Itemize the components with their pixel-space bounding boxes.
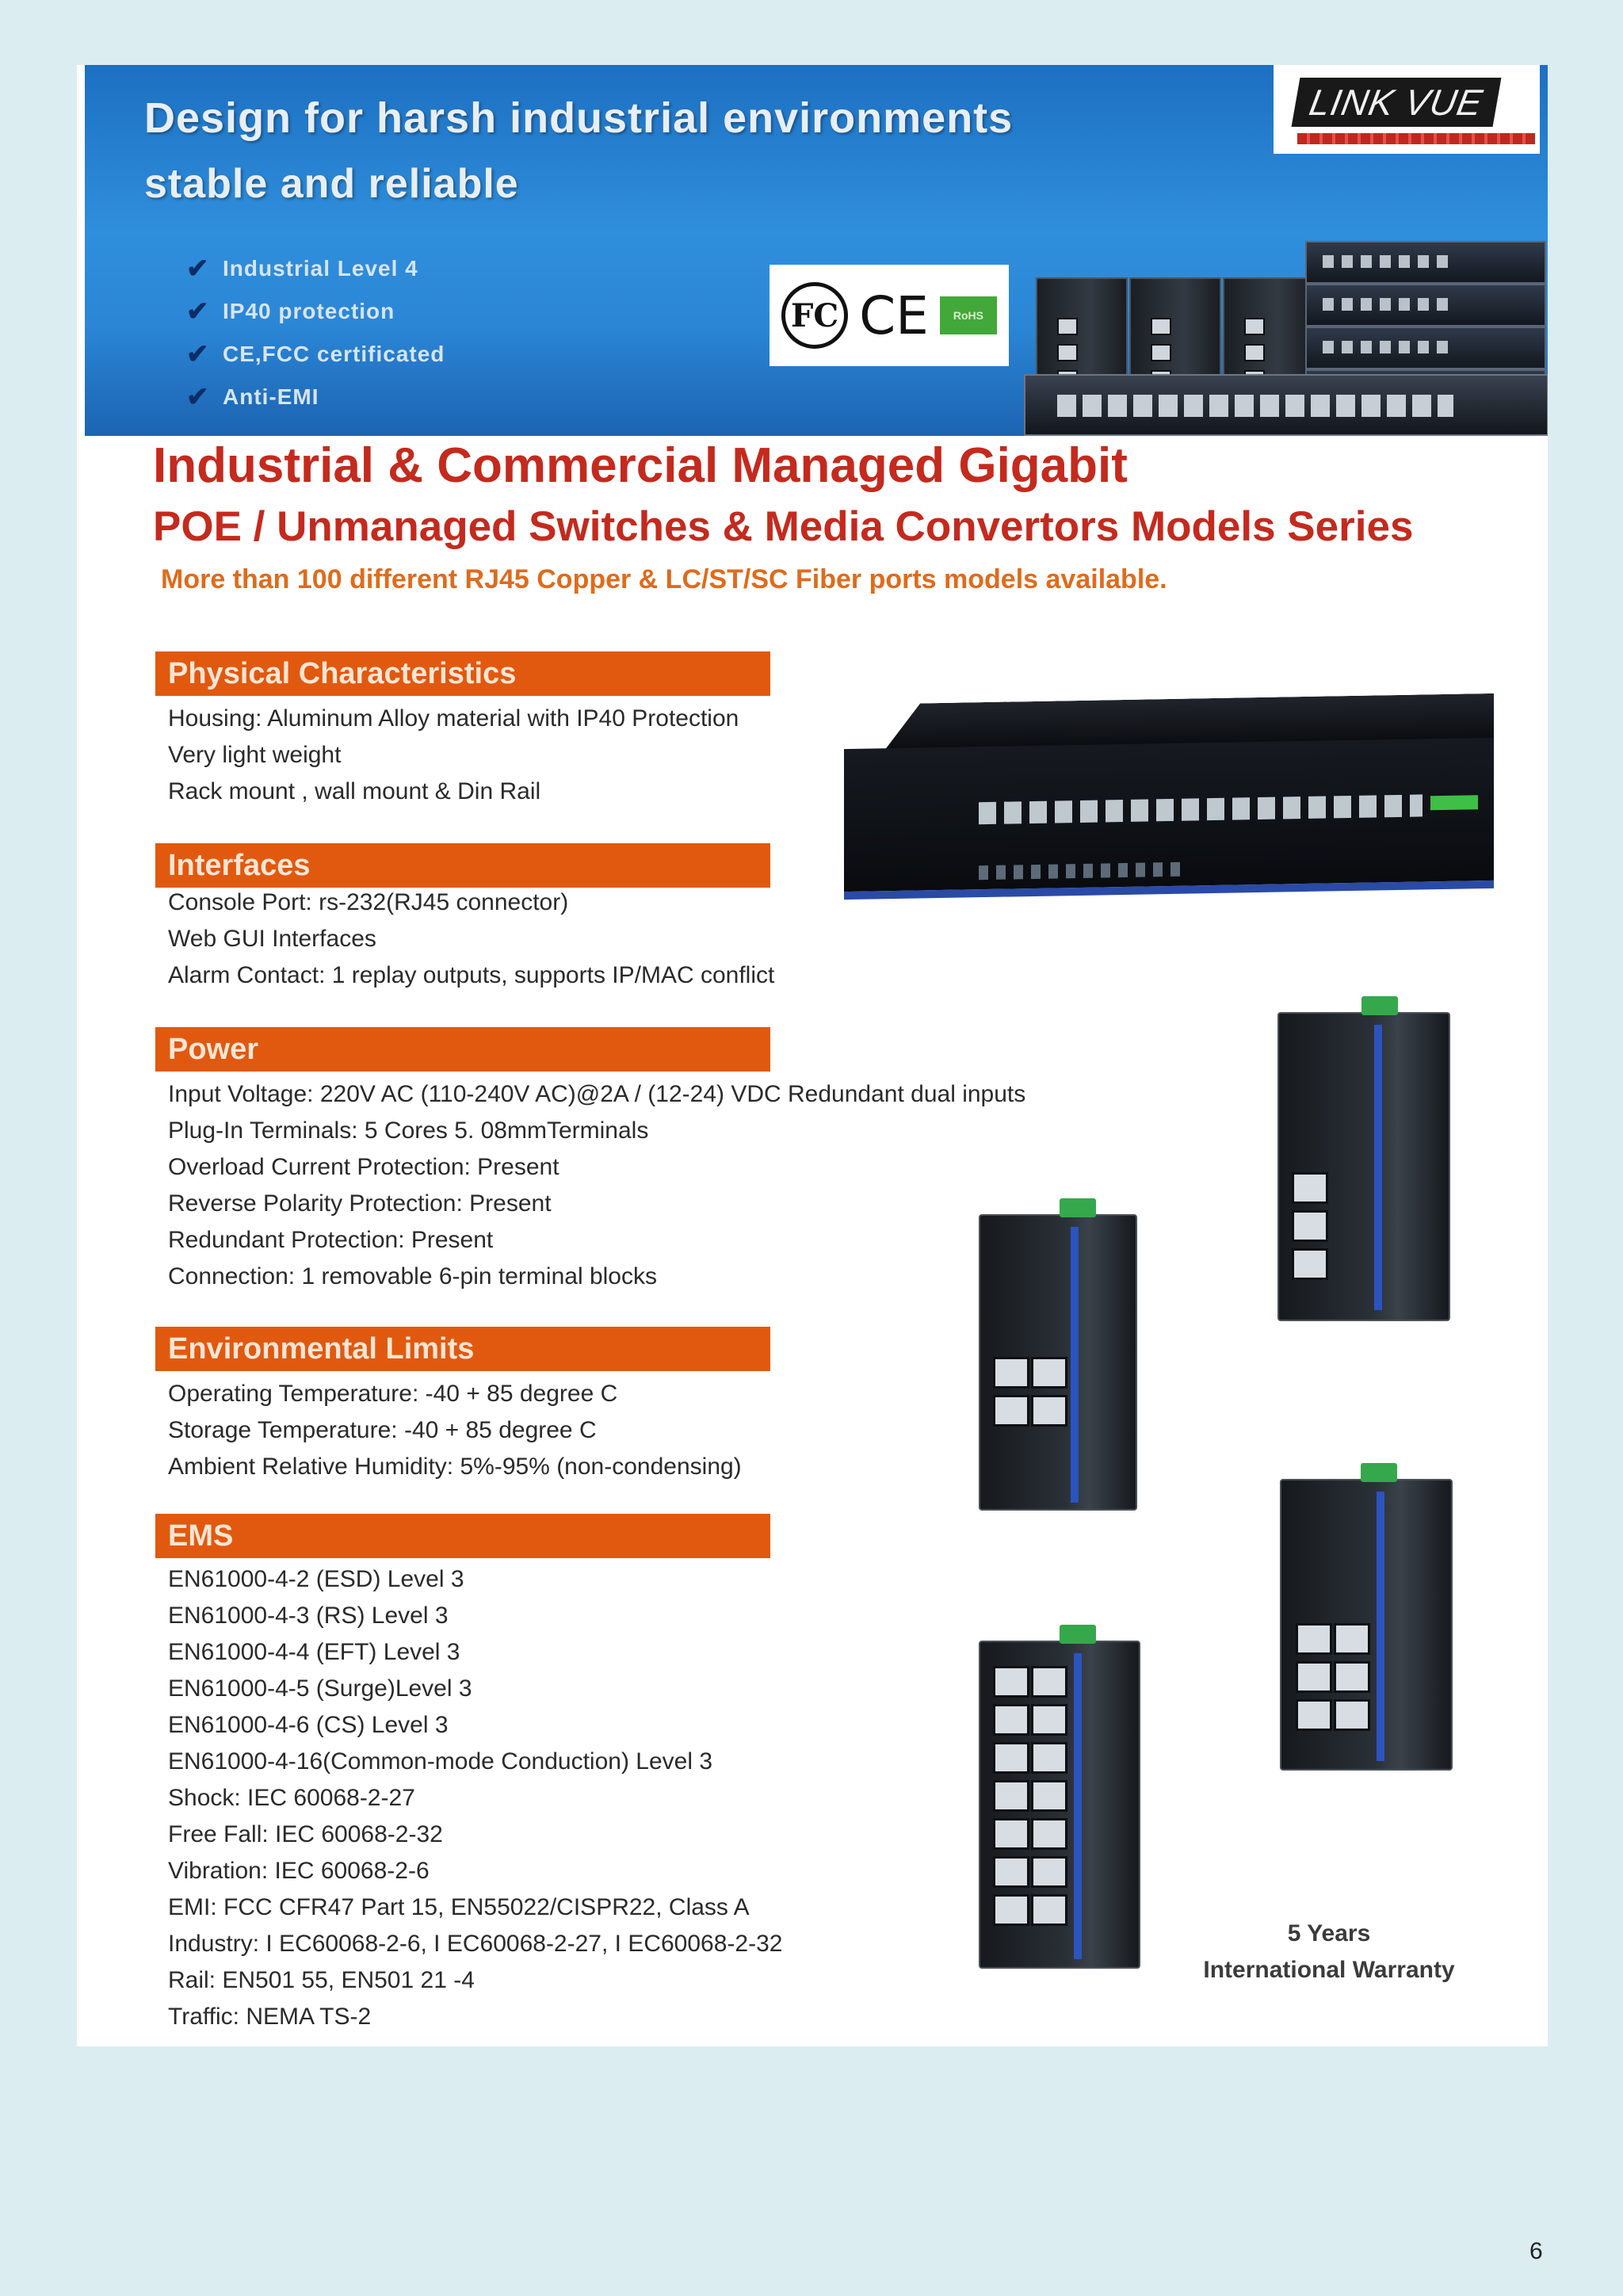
spec-item: Input Voltage: 220V AC (110-240V AC)@2A / (12-24) VDC Redundant dual inputs — [168, 1081, 1026, 1107]
spec-item: EN61000-4-16(Common-mode Conduction) Level 3 — [168, 1748, 713, 1775]
feature-item — [186, 247, 445, 290]
spec-item: Housing: Aluminum Alloy material with IP40 Protection — [168, 705, 739, 732]
spec-item: EN61000-4-4 (EFT) Level 3 — [168, 1639, 460, 1665]
brochure-page — [77, 65, 1548, 2046]
banner-subtitle: stable and reliable — [144, 161, 519, 207]
headline-line-2: POE / Unmanaged Switches & Media Convertors Models Series — [153, 503, 1414, 550]
warranty-label: International Warranty — [1203, 1957, 1455, 1983]
feature-item — [186, 333, 445, 376]
din-rail-switch-image — [1280, 1479, 1453, 1771]
spec-item: EMI: FCC CFR47 Part 15, EN55022/CISPR22, Class A — [168, 1894, 750, 1920]
check-icon: ✔ — [186, 296, 210, 327]
banner-title: Design for harsh industrial environments — [144, 94, 1014, 142]
check-icon: ✔ — [186, 339, 210, 369]
din-rail-switch-image — [979, 1214, 1137, 1511]
feature-label: Industrial Level 4 — [223, 256, 418, 281]
spec-item: Operating Temperature: -40 + 85 degree C — [168, 1381, 618, 1407]
brand-logo — [1274, 65, 1540, 154]
spec-item: Connection: 1 removable 6-pin terminal blocks — [168, 1263, 657, 1289]
spec-item: Shock: IEC 60068-2-27 — [168, 1785, 415, 1811]
check-icon: ✔ — [186, 382, 210, 412]
media-converter-image — [1305, 284, 1546, 327]
section-heading-power: Power — [155, 1027, 770, 1072]
spec-item: Rack mount , wall mount & Din Rail — [168, 778, 541, 804]
feature-label: IP40 protection — [223, 299, 395, 323]
headline-tagline: More than 100 different RJ45 Copper & LC/ST/SC Fiber ports models available. — [161, 564, 1167, 594]
feature-item — [186, 290, 445, 333]
spec-item: Plug-In Terminals: 5 Cores 5. 08mmTerminals — [168, 1117, 649, 1144]
spec-item: Ambient Relative Humidity: 5%-95% (non-condensing) — [168, 1454, 742, 1480]
page-number: 6 — [1529, 2238, 1543, 2264]
spec-item: Overload Current Protection: Present — [168, 1154, 559, 1180]
media-converter-image — [1305, 327, 1546, 369]
spec-item: Rail: EN501 55, EN501 21 -4 — [168, 1967, 475, 1993]
warranty-years: 5 Years — [1287, 1920, 1371, 1946]
section-heading-ems: EMS — [155, 1514, 770, 1558]
spec-item: Very light weight — [168, 742, 342, 768]
spec-item: Console Port: rs-232(RJ45 connector) — [168, 889, 569, 915]
section-heading-physical: Physical Characteristics — [155, 651, 770, 696]
warranty-note — [1170, 1916, 1487, 1988]
certification-logos — [769, 265, 1009, 366]
feature-label: Anti-EMI — [223, 384, 319, 409]
rack-mount-switch-image — [844, 693, 1494, 898]
hero-banner — [85, 65, 1548, 436]
check-icon: ✔ — [186, 254, 210, 284]
rohs-logo-icon: RoHS — [940, 296, 997, 334]
brand-wordmark: LINK VUE — [1292, 78, 1502, 127]
headline-line-1: Industrial & Commercial Managed Gigabit — [153, 438, 1128, 493]
spec-item: EN61000-4-5 (Surge)Level 3 — [168, 1675, 472, 1702]
section-heading-interfaces: Interfaces — [155, 843, 770, 888]
spec-list-ems — [168, 1561, 782, 2035]
spec-item: Free Fall: IEC 60068-2-32 — [168, 1821, 443, 1847]
spec-list-physical — [168, 701, 739, 810]
spec-item: EN61000-4-3 (RS) Level 3 — [168, 1603, 449, 1629]
media-converter-image — [1305, 241, 1546, 284]
spec-list-environmental — [168, 1376, 742, 1485]
spec-item: Vibration: IEC 60068-2-6 — [168, 1858, 430, 1884]
spec-list-interfaces — [168, 884, 774, 994]
din-rail-switch-image — [979, 1641, 1140, 1969]
ce-mark-icon: CE — [859, 285, 929, 346]
feature-list — [186, 247, 445, 418]
brand-tagline-strip — [1297, 133, 1535, 144]
din-rail-switch-image — [1277, 1012, 1450, 1321]
spec-item: Traffic: NEMA TS-2 — [168, 2004, 372, 2030]
spec-item: Web GUI Interfaces — [168, 926, 376, 952]
section-heading-environmental: Environmental Limits — [155, 1327, 770, 1371]
rack-switch-image — [1024, 374, 1548, 436]
spec-item: Storage Temperature: -40 + 85 degree C — [168, 1417, 597, 1443]
fcc-logo-icon: FC — [781, 282, 848, 349]
spec-item: Alarm Contact: 1 replay outputs, supports IP/MAC conflict — [168, 962, 775, 988]
spec-item: EN61000-4-2 (ESD) Level 3 — [168, 1566, 464, 1592]
spec-item: Reverse Polarity Protection: Present — [168, 1190, 552, 1217]
spec-item: EN61000-4-6 (CS) Level 3 — [168, 1712, 449, 1738]
spec-item: Industry: I EC60068-2-6, I EC60068-2-27, I EC60068-2-32 — [168, 1931, 783, 1957]
feature-item — [186, 376, 445, 418]
feature-label: CE,FCC certificated — [223, 342, 445, 366]
spec-item: Redundant Protection: Present — [168, 1227, 494, 1253]
spec-list-power — [168, 1076, 1025, 1295]
